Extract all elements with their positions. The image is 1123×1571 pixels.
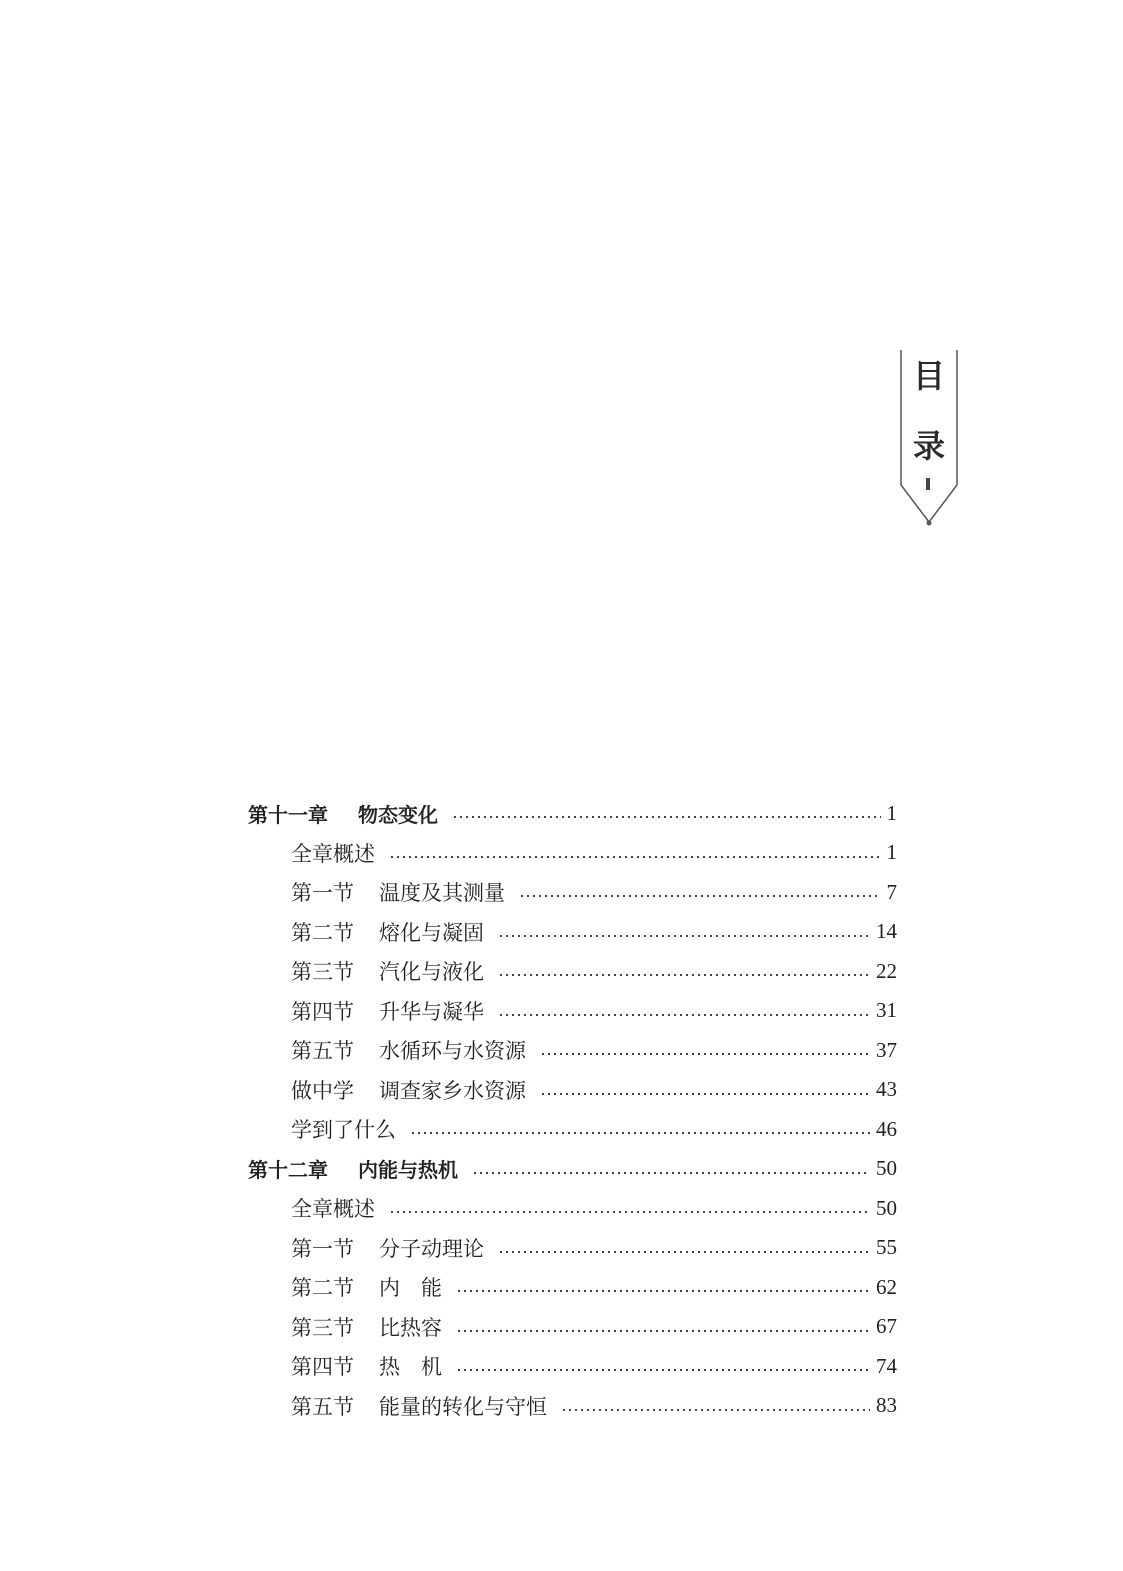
toc-entry-number: 第二节 bbox=[291, 920, 354, 945]
toc-page-number: 83 bbox=[876, 1393, 897, 1417]
toc-section-entry[interactable] bbox=[291, 991, 897, 1031]
toc-page-number: 31 bbox=[876, 998, 897, 1022]
dot-leader bbox=[456, 1330, 870, 1332]
toc-entry-title: 内能与热机 bbox=[358, 1158, 458, 1182]
toc-entry-label bbox=[291, 956, 484, 986]
toc-entry-title: 全章概述 bbox=[291, 1197, 375, 1221]
toc-entry-title: 能量的转化与守恒 bbox=[379, 1394, 547, 1419]
dot-leader bbox=[410, 1132, 870, 1134]
toc-entry-label bbox=[291, 996, 484, 1026]
toc-section-entry[interactable] bbox=[291, 1307, 897, 1347]
toc-entry-number: 做中学 bbox=[291, 1078, 354, 1103]
toc-entry-number: 第一节 bbox=[291, 1236, 354, 1261]
toc-section-entry[interactable] bbox=[291, 1228, 897, 1268]
toc-entry-number: 第三节 bbox=[291, 1315, 354, 1340]
banner-mark bbox=[926, 478, 930, 490]
toc-entry-number: 第五节 bbox=[291, 1039, 354, 1063]
toc-page-number: 7 bbox=[886, 879, 897, 904]
toc-entry-label bbox=[248, 799, 438, 828]
dot-leader bbox=[540, 1053, 870, 1055]
toc-entry-label bbox=[248, 1154, 458, 1183]
toc-section-entry[interactable] bbox=[291, 833, 897, 873]
toc-entry-title: 升华与凝华 bbox=[379, 999, 484, 1024]
toc-entry-number: 第二节 bbox=[291, 1276, 354, 1300]
toc-entry-label bbox=[291, 1075, 526, 1105]
toc-entry-number: 第五节 bbox=[291, 1394, 354, 1419]
dot-leader bbox=[498, 935, 870, 937]
toc-page-number: 74 bbox=[876, 1353, 897, 1378]
dot-leader bbox=[472, 1172, 870, 1174]
toc-entry-title: 水循环与水资源 bbox=[379, 1039, 526, 1063]
toc-page-number: 37 bbox=[876, 1037, 897, 1062]
toc-entry-title: 比热容 bbox=[379, 1315, 442, 1340]
dot-leader bbox=[498, 1251, 870, 1253]
toc-entry-label bbox=[291, 838, 375, 868]
toc-entry-label bbox=[291, 1193, 375, 1223]
toc-section-entry[interactable] bbox=[291, 912, 897, 952]
toc-entry-number: 第十二章 bbox=[248, 1158, 328, 1182]
toc-entry-title: 熔化与凝固 bbox=[379, 920, 484, 945]
toc-entry-number: 第三节 bbox=[291, 960, 354, 984]
toc-entry-number: 第四节 bbox=[291, 999, 354, 1024]
toc-page-number: 1 bbox=[886, 840, 897, 864]
toc-entry-title: 汽化与液化 bbox=[379, 960, 484, 984]
dot-leader bbox=[519, 895, 881, 897]
toc-chapter-entry[interactable] bbox=[248, 793, 897, 833]
toc-entry-number: 第四节 bbox=[291, 1355, 354, 1379]
toc-entry-title: 内 能 bbox=[379, 1276, 442, 1300]
toc-entry-title: 物态变化 bbox=[358, 802, 438, 827]
dot-leader bbox=[456, 1369, 870, 1371]
toc-entry-title: 热 机 bbox=[379, 1355, 442, 1379]
toc-banner bbox=[899, 350, 959, 526]
toc-entry-title: 分子动理论 bbox=[379, 1236, 484, 1261]
toc-entry-title: 温度及其测量 bbox=[379, 881, 505, 905]
toc-page-number: 22 bbox=[876, 958, 897, 983]
toc-entry-title: 全章概述 bbox=[291, 841, 375, 866]
toc-page-number: 1 bbox=[886, 800, 897, 825]
dot-leader bbox=[456, 1290, 870, 1292]
toc-entry-label bbox=[291, 1272, 442, 1302]
toc-page-number: 62 bbox=[876, 1274, 897, 1299]
dot-leader bbox=[498, 1014, 870, 1016]
toc-entry-label bbox=[291, 1391, 547, 1421]
toc-entry-label bbox=[291, 877, 505, 907]
toc-entry-label bbox=[291, 917, 484, 947]
dot-leader bbox=[561, 1409, 870, 1411]
toc-section-entry[interactable] bbox=[291, 1346, 897, 1386]
toc-section-entry[interactable] bbox=[291, 951, 897, 991]
toc-section-entry[interactable] bbox=[291, 1109, 897, 1149]
toc-entry-number: 第一节 bbox=[291, 881, 354, 905]
toc-section-entry[interactable] bbox=[291, 1070, 897, 1110]
toc-page-number: 14 bbox=[876, 919, 897, 943]
toc-section-entry[interactable] bbox=[291, 872, 897, 912]
dot-leader bbox=[452, 816, 881, 818]
toc-section-entry[interactable] bbox=[291, 1030, 897, 1070]
toc-entry-label bbox=[291, 1312, 442, 1342]
toc-section-entry[interactable] bbox=[291, 1188, 897, 1228]
dot-leader bbox=[498, 974, 870, 976]
toc-section-entry[interactable] bbox=[291, 1386, 897, 1426]
toc-entry-label bbox=[291, 1233, 484, 1263]
toc-entry-number: 第十一章 bbox=[248, 802, 328, 827]
toc-page-number: 50 bbox=[876, 1156, 897, 1180]
banner-char-lu: 录 bbox=[912, 427, 945, 465]
toc-page-number: 50 bbox=[876, 1195, 897, 1220]
toc-page-number: 67 bbox=[876, 1314, 897, 1338]
banner-char-mu: 目 bbox=[912, 357, 945, 395]
toc-page-number: 55 bbox=[876, 1235, 897, 1259]
toc-entry-label bbox=[291, 1351, 442, 1381]
toc-entry-label bbox=[291, 1035, 526, 1065]
toc-chapter-entry[interactable] bbox=[248, 1149, 897, 1189]
toc-entry-title: 调查家乡水资源 bbox=[379, 1078, 526, 1103]
toc-entry-label bbox=[291, 1114, 396, 1144]
toc-section-entry[interactable] bbox=[291, 1267, 897, 1307]
toc-entry-title: 学到了什么 bbox=[291, 1118, 396, 1142]
toc-page-number: 46 bbox=[876, 1116, 897, 1141]
toc-page-number: 43 bbox=[876, 1077, 897, 1101]
dot-leader bbox=[540, 1093, 870, 1095]
dot-leader bbox=[389, 1211, 870, 1213]
dot-leader bbox=[389, 856, 881, 858]
